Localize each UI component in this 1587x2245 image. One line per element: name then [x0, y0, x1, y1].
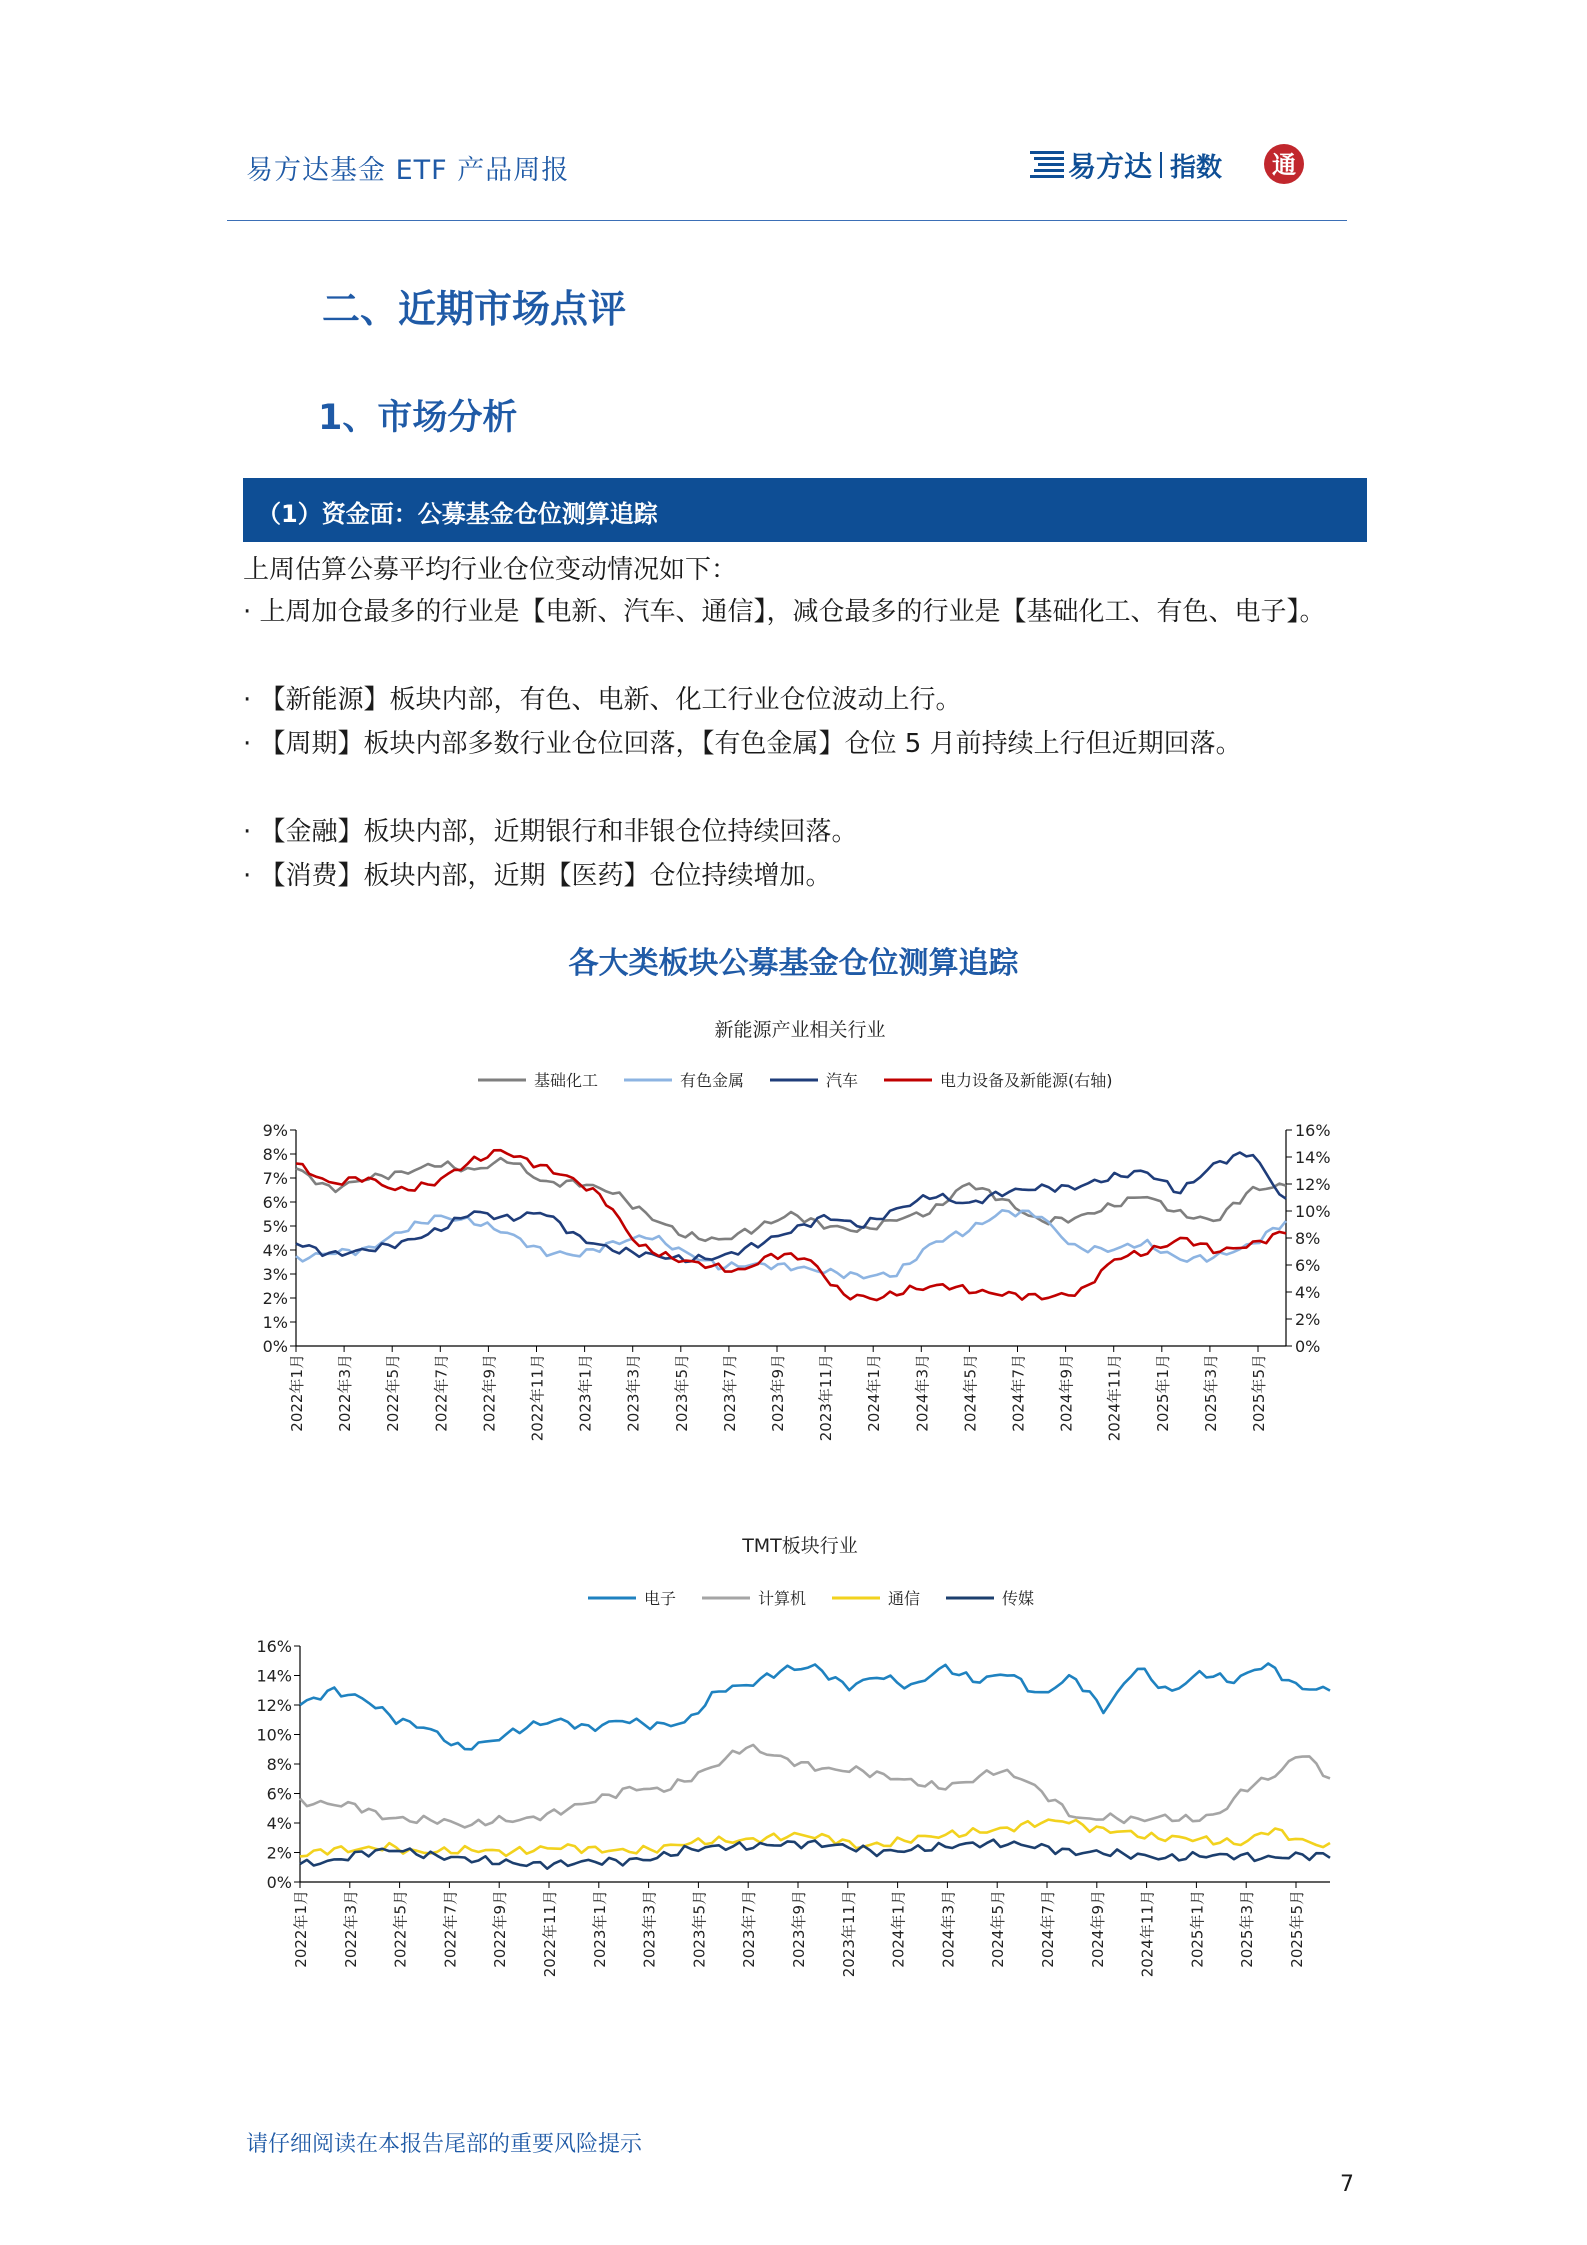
section-heading: 二、近期市场点评: [322, 287, 627, 331]
logo-text: 易方达: [1068, 150, 1153, 183]
page-number: 7: [1340, 2172, 1354, 2197]
y-right-tick-label: 2%: [1295, 1310, 1321, 1329]
x-tick-label: 2025年5月: [1288, 1890, 1306, 1968]
y-right-tick-label: 8%: [1295, 1229, 1321, 1248]
x-tick-label: 2023年11月: [817, 1354, 836, 1442]
x-tick-label: 2022年11月: [541, 1890, 559, 1978]
x-tick-label: 2024年3月: [939, 1890, 958, 1968]
y-tick-label: 8%: [262, 1145, 288, 1164]
bullet-4: · 【金融】板块内部，近期银行和非银仓位持续回落。: [243, 817, 858, 847]
series-line: [300, 1820, 1330, 1857]
y-tick-label: 2%: [266, 1843, 292, 1863]
x-tick-label: 2025年1月: [1188, 1890, 1207, 1968]
y-right-tick-label: 0%: [1295, 1337, 1321, 1356]
y-right-tick-label: 10%: [1295, 1202, 1331, 1221]
x-tick-label: 2022年9月: [491, 1890, 510, 1968]
y-tick-label: 4%: [262, 1241, 288, 1260]
x-tick-label: 2024年9月: [1057, 1354, 1076, 1432]
topic-banner-label: （1）资金面：公募基金仓位测算追踪: [257, 500, 658, 528]
chart-title: 新能源产业相关行业: [714, 1019, 886, 1041]
x-tick-label: 2024年5月: [961, 1354, 980, 1432]
legend-label: 计算机: [758, 1589, 807, 1608]
x-tick-label: 2023年7月: [720, 1354, 739, 1432]
y-tick-label: 6%: [266, 1784, 292, 1804]
y-tick-label: 9%: [262, 1121, 288, 1140]
y-tick-label: 3%: [262, 1265, 288, 1284]
paragraph-intro: 上周估算公募平均行业仓位变动情况如下：: [243, 555, 738, 585]
x-tick-label: 2023年5月: [690, 1890, 709, 1968]
y-tick-label: 8%: [266, 1755, 292, 1774]
y-tick-label: 2%: [262, 1289, 288, 1308]
y-right-tick-label: 16%: [1295, 1121, 1331, 1140]
x-tick-label: 2024年5月: [989, 1890, 1008, 1968]
x-tick-label: 2023年1月: [590, 1890, 609, 1968]
y-tick-label: 12%: [256, 1696, 292, 1715]
x-tick-label: 2025年3月: [1238, 1890, 1257, 1968]
bullet-3: · 【周期】板块内部多数行业仓位回落，【有色金属】仓位 5 月前持续上行但近期回落。: [243, 729, 1242, 759]
x-tick-label: 2022年7月: [432, 1354, 451, 1432]
x-tick-label: 2024年9月: [1088, 1890, 1107, 1968]
x-tick-label: 2023年11月: [839, 1890, 858, 1978]
x-tick-label: 2025年3月: [1201, 1354, 1220, 1432]
x-tick-label: 2023年9月: [769, 1354, 787, 1432]
figure-title: 各大类板块公募基金仓位测算追踪: [568, 946, 1019, 981]
y-tick-label: 10%: [256, 1725, 292, 1745]
y-tick-label: 6%: [262, 1193, 288, 1212]
x-tick-label: 2023年3月: [624, 1354, 643, 1432]
x-tick-label: 2023年1月: [576, 1354, 595, 1432]
x-tick-label: 2024年1月: [865, 1354, 884, 1432]
bullet-5: · 【消费】板块内部，近期【医药】仓位持续增加。: [243, 861, 832, 891]
x-tick-label: 2025年1月: [1153, 1354, 1172, 1432]
x-tick-label: 2022年3月: [341, 1890, 360, 1968]
x-tick-label: 2022年1月: [292, 1890, 310, 1968]
x-tick-label: 2022年11月: [528, 1354, 547, 1442]
x-tick-label: 2024年11月: [1138, 1890, 1157, 1978]
legend-label: 传媒: [1002, 1589, 1035, 1608]
y-tick-label: 5%: [262, 1217, 288, 1236]
bullet-2: · 【新能源】板块内部，有色、电新、化工行业仓位波动上行。: [243, 685, 962, 715]
x-tick-label: 2023年9月: [790, 1890, 808, 1968]
y-right-tick-label: 14%: [1295, 1148, 1331, 1167]
legend-label: 电力设备及新能源(右轴): [940, 1071, 1113, 1090]
risk-disclaimer: 请仔细阅读在本报告尾部的重要风险提示: [246, 2132, 643, 2157]
y-tick-label: 14%: [256, 1666, 292, 1686]
subsection-heading: 1、市场分析: [318, 398, 518, 438]
x-tick-label: 2024年3月: [913, 1354, 932, 1432]
series-line: [300, 1745, 1330, 1828]
x-tick-label: 2023年5月: [672, 1354, 691, 1432]
logo-sub: 指数: [1170, 153, 1223, 183]
x-tick-label: 2022年5月: [384, 1354, 403, 1432]
x-tick-label: 2025年5月: [1250, 1354, 1268, 1432]
y-tick-label: 7%: [262, 1169, 288, 1188]
x-tick-label: 2022年7月: [441, 1890, 460, 1968]
x-tick-label: 2024年7月: [1039, 1890, 1057, 1968]
logo-badge: 通: [1272, 151, 1296, 179]
x-tick-label: 2022年1月: [288, 1354, 306, 1432]
x-tick-label: 2022年3月: [336, 1354, 355, 1432]
x-tick-label: 2023年3月: [640, 1890, 659, 1968]
y-right-tick-label: 12%: [1295, 1175, 1331, 1194]
report-title: 易方达基金 ETF 产品周报: [246, 155, 570, 186]
x-tick-label: 2024年1月: [889, 1890, 908, 1968]
y-tick-label: 0%: [262, 1337, 288, 1356]
series-line: [300, 1664, 1330, 1750]
y-tick-label: 1%: [262, 1313, 288, 1332]
y-tick-label: 0%: [266, 1873, 292, 1892]
x-tick-label: 2022年5月: [391, 1890, 410, 1968]
x-tick-label: 2022年9月: [480, 1354, 499, 1432]
x-tick-label: 2023年7月: [740, 1890, 759, 1968]
y-right-tick-label: 6%: [1295, 1256, 1321, 1275]
chart-title: TMT板块行业: [742, 1535, 858, 1557]
legend-label: 电子: [644, 1589, 677, 1608]
y-tick-label: 4%: [266, 1814, 292, 1833]
legend-label: 汽车: [826, 1071, 859, 1090]
legend-label: 通信: [888, 1589, 921, 1608]
legend-label: 有色金属: [680, 1071, 745, 1090]
y-right-tick-label: 4%: [1295, 1283, 1321, 1302]
x-tick-label: 2024年7月: [1009, 1354, 1028, 1432]
x-tick-label: 2024年11月: [1105, 1354, 1124, 1442]
legend-label: 基础化工: [534, 1071, 599, 1090]
y-tick-label: 16%: [256, 1637, 292, 1656]
bullet-1: · 上周加仓最多的行业是【电新、汽车、通信】，减仓最多的行业是【基础化工、有色、电子】。: [243, 597, 1326, 627]
